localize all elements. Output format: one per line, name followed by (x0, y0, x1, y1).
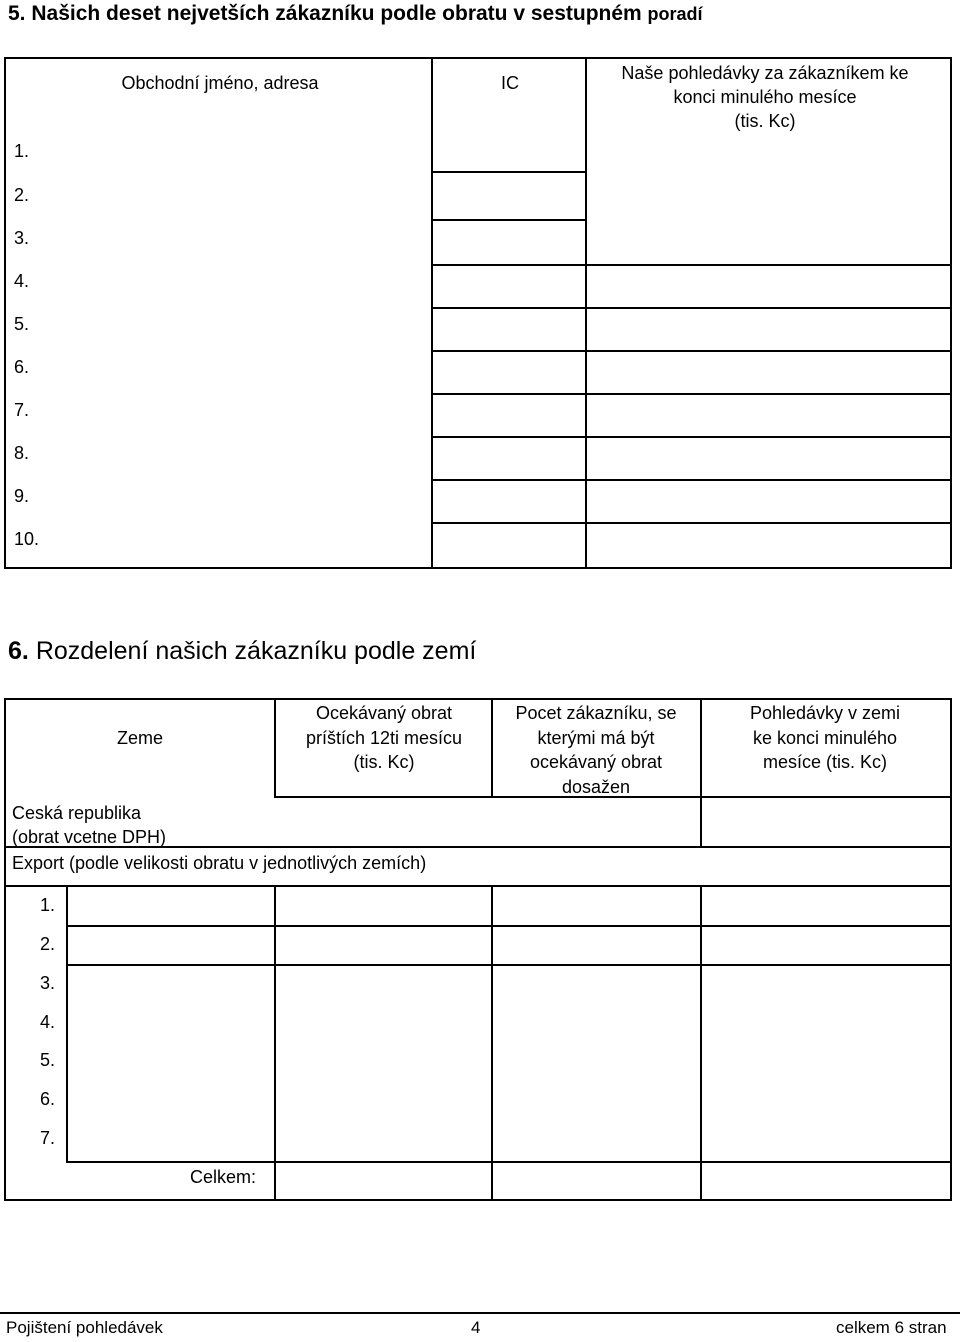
section6-title-text: Rozdelení našich zákazníku podle zemí (35, 637, 477, 665)
czech-republic-label-line1: Ceská republika (12, 803, 142, 823)
column-header-receivables-line2: konci minulého mesíce (673, 87, 857, 107)
footer-left: Pojištení pohledávek (6, 1318, 163, 1337)
page-number: 4 (471, 1318, 481, 1337)
section6-title-number: 6. (8, 637, 29, 665)
row-number: 6. (40, 1089, 56, 1109)
section5-title-tail: poradí (647, 4, 703, 24)
row-number: 6. (14, 357, 30, 377)
column-header-receivables-line3: (tis. Kc) (734, 111, 796, 131)
column-header-country-receivables-line2: ke konci minulého (752, 727, 898, 748)
column-header-expected-turnover-line2: príštích 12ti mesícu (305, 727, 463, 748)
footer-right: celkem 6 stran (836, 1318, 947, 1337)
section6-title (8, 637, 476, 666)
column-header-ic: IC (501, 73, 519, 93)
row-number: 7. (40, 1128, 56, 1148)
row-number: 4. (40, 1012, 56, 1032)
column-header-receivables (585, 61, 945, 133)
column-header-customer-count (492, 701, 700, 799)
section5-title-main: 5. Našich deset nejvetších zákazníku podle obratu v sestupném (8, 2, 642, 25)
column-header-country-receivables-line3: mesíce (tis. Kc) (762, 752, 887, 772)
export-row-label: Export (podle velikosti obratu v jednotlivých zemích) (12, 853, 427, 873)
column-header-name: Obchodní jméno, adresa (121, 73, 319, 93)
column-header-customer-count-line3: ocekávaný obrat (529, 752, 663, 772)
row-number: 5. (14, 314, 30, 334)
row-number: 3. (14, 228, 30, 248)
column-header-country-receivables (701, 701, 949, 775)
column-header-expected-turnover-line1: Ocekávaný obrat (315, 703, 453, 723)
czech-republic-label (12, 801, 166, 849)
czech-republic-label-line2: (obrat vcetne DPH) (12, 827, 167, 847)
row-number: 8. (14, 443, 30, 463)
row-number: 2. (14, 185, 30, 205)
column-header-customer-count-line4: dosažen (561, 776, 631, 797)
column-header-expected-turnover-line3: (tis. Kc) (353, 752, 415, 772)
column-header-country: Zeme (116, 728, 163, 748)
row-number: 9. (14, 486, 30, 506)
footer-divider (0, 1312, 960, 1314)
row-number: 2. (40, 934, 56, 954)
row-number: 7. (14, 400, 30, 420)
row-number: 1. (40, 895, 56, 915)
row-number: 5. (40, 1050, 56, 1070)
row-number: 3. (40, 973, 56, 993)
column-header-customer-count-line2: kterými má být (537, 727, 655, 748)
column-header-receivables-line1: Naše pohledávky za zákazníkem ke (621, 63, 909, 83)
total-label: Celkem: (190, 1167, 257, 1187)
top-customers-table (4, 57, 952, 569)
column-header-expected-turnover (274, 701, 494, 775)
row-number: 1. (14, 141, 30, 161)
column-header-country-receivables-line1: Pohledávky v zemi (749, 703, 901, 723)
section5-title (8, 2, 703, 26)
row-number: 10. (14, 529, 40, 549)
row-number: 4. (14, 271, 30, 291)
column-header-customer-count-line1: Pocet zákazníku, se (515, 703, 677, 723)
